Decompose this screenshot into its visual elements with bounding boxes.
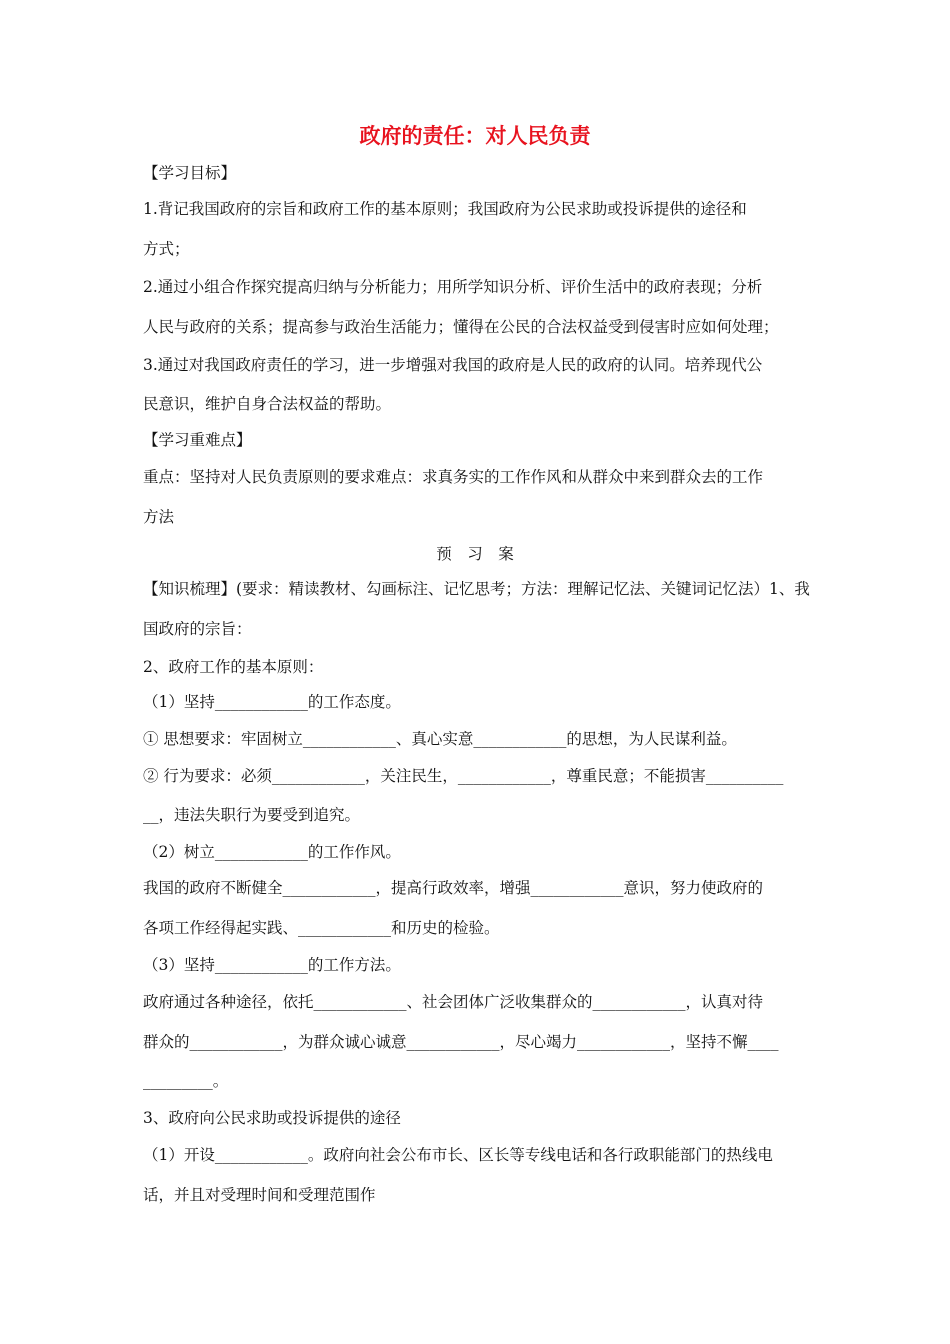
channel-1-line-1: （1）开设____________。政府向社会公布市长、区长等专线电话和各行政职能部门的热线电 bbox=[143, 1146, 773, 1164]
knowledge-intro-line-1: 【知识梳理】(要求：精读教材、勾画标注、记忆思考；方法：理解记忆法、关键词记忆法）1、我 bbox=[143, 580, 810, 598]
principle-2-text-line-2: 各项工作经得起实践、____________和历史的检验。 bbox=[143, 919, 500, 937]
channels-heading: 3、政府向公民求助或投诉提供的途径 bbox=[143, 1109, 401, 1127]
key-points-line-1: 重点：坚持对人民负责原则的要求难点：求真务实的工作作风和从群众中来到群众去的工作 bbox=[143, 468, 764, 486]
goal-3-line-1: 3.通过对我国政府责任的学习，进一步增强对我国的政府是人民的政府的认同。培养现代公 bbox=[143, 356, 763, 374]
principle-1-behavior-line-2: __，违法失职行为要受到追究。 bbox=[143, 806, 361, 824]
goal-2-line-2: 人民与政府的关系；提高参与政治生活能力；懂得在公民的合法权益受到侵害时应如何处理； bbox=[143, 318, 779, 336]
document-title: 政府的责任：对人民负责 bbox=[359, 123, 591, 148]
principle-1-thought: ① 思想要求：牢固树立____________、真心实意____________的思想，为人民谋利益。 bbox=[143, 730, 737, 748]
goal-3-line-2: 民意识，维护自身合法权益的帮助。 bbox=[143, 395, 392, 413]
principle-2: （2）树立____________的工作作风。 bbox=[143, 843, 401, 861]
goal-1-line-1: 1.背记我国政府的宗旨和政府工作的基本原则；我国政府为公民求助或投诉提供的途径和 bbox=[143, 200, 747, 218]
principle-3-text-line-3: _________。 bbox=[143, 1072, 229, 1090]
principle-1: （1）坚持____________的工作态度。 bbox=[143, 693, 401, 711]
principle-3-text-line-1: 政府通过各种途径，依托____________、社会团体广泛收集群众的____________，认真对待 bbox=[143, 993, 764, 1011]
section-heading-learning-goals: 【学习目标】 bbox=[143, 164, 237, 182]
principle-2-text-line-1: 我国的政府不断健全____________，提高行政效率，增强____________意识，努力使政府的 bbox=[143, 879, 764, 897]
principle-3-text-line-2: 群众的____________，为群众诚心诚意____________，尽心竭力____________，坚持不懈____ bbox=[143, 1033, 779, 1051]
section-heading-preview: 预 习 案 bbox=[436, 545, 514, 563]
channel-1-line-2: 话，并且对受理时间和受理范围作 bbox=[143, 1186, 376, 1204]
key-points-line-2: 方法 bbox=[143, 508, 175, 526]
goal-1-line-2: 方式； bbox=[143, 240, 190, 258]
principle-1-behavior-line-1: ② 行为要求：必须____________，关注民生，____________，尊重民意；不能损害__________ bbox=[143, 767, 784, 785]
principle-3: （3）坚持____________的工作方法。 bbox=[143, 956, 401, 974]
goal-2-line-1: 2.通过小组合作探究提高归纳与分析能力；用所学知识分析、评价生活中的政府表现；分析 bbox=[143, 278, 763, 296]
knowledge-intro-line-2: 国政府的宗旨： bbox=[143, 620, 252, 638]
section-heading-key-points: 【学习重难点】 bbox=[143, 431, 252, 449]
principles-heading: 2、政府工作的基本原则： bbox=[143, 658, 324, 676]
